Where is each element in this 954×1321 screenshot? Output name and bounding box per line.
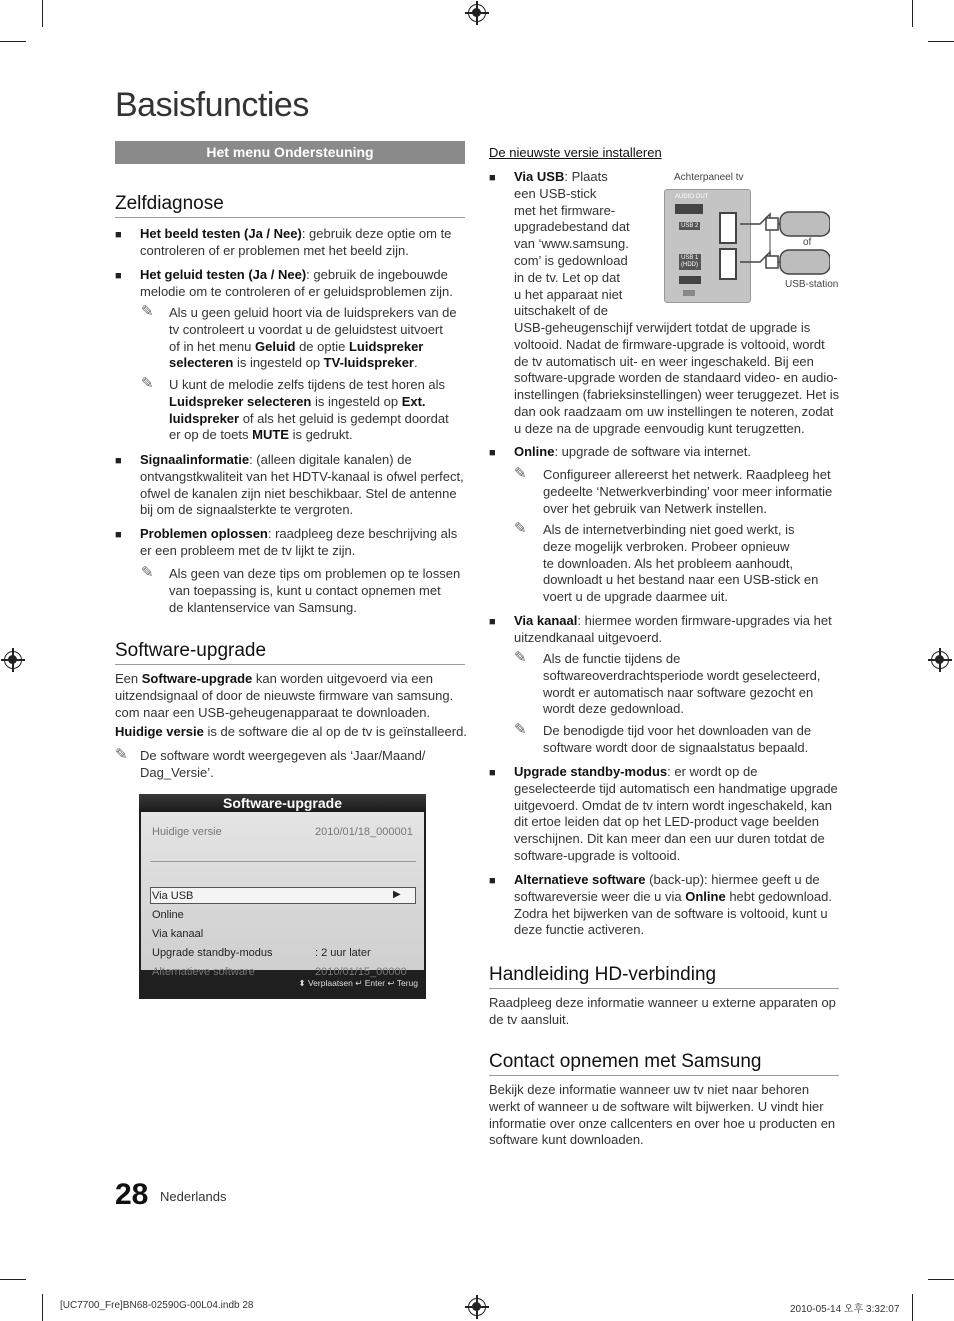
registration-mark-icon — [468, 4, 486, 22]
bullet-icon: ■ — [489, 172, 496, 184]
alternatieve-value: 2010/01/15_00000 — [315, 966, 407, 978]
usb-drive-label: USB-station — [785, 279, 839, 290]
note-icon: ✎ — [514, 649, 527, 666]
note-icon: ✎ — [115, 746, 128, 763]
registration-mark-icon — [468, 1298, 486, 1316]
current-version-label: Huidige versie — [152, 826, 222, 838]
menu-body — [141, 812, 424, 978]
crop-mark — [0, 1279, 26, 1280]
bullet-icon: ■ — [489, 767, 496, 779]
footer-file-info: [UC7700_Fre]BN68-02590G-00L04.indb 28 — [60, 1300, 254, 1311]
bullet-icon: ■ — [115, 529, 122, 541]
install-heading: De nieuwste versie installeren — [489, 145, 662, 160]
or-label: of — [803, 237, 812, 248]
menu-item-via-kanaal[interactable]: Via kanaal — [152, 928, 204, 940]
tv-rear-panel — [664, 189, 751, 303]
note-text: De software wordt weergegeven als ‘Jaar/Maand/ Dag_Versie’. — [140, 748, 426, 780]
port-label: AUDIO OUT — [675, 194, 709, 200]
chevron-right-icon: ▶ — [393, 889, 401, 900]
paragraph: Problemen oplossen: raadpleeg deze beschrijving als er een probleem met de tv lijkt te zijn. — [140, 526, 458, 558]
paragraph: Via USB: Plaats een USB-stick met het firmware- upgradebestand dat van ‘www.samsung. com’ is gedownload in de tv. Let op dat u het apparaat niet uitschakelt of de — [514, 169, 630, 319]
note-text: Als u geen geluid hoort via de luidsprekers van de tv controleert u voordat u de geluidstest uitvoert of in het menu Geluid de optie Luidspreker selecteren is ingesteld op TV-luidspreker. — [169, 305, 457, 371]
port-label: USB 1 (HDD) — [679, 254, 701, 270]
menu-item-via-usb[interactable]: Via USB — [152, 890, 194, 902]
paragraph: Signaalinformatie: (alleen digitale kanalen) de ontvangstkwaliteit van het HDTV-kanaal is ofwel perfect, ofwel de kanalen zijn niet beschikbaar. Stel de antenne bij om de signaalsterkte te vergroten. — [140, 452, 464, 518]
crop-mark — [928, 41, 954, 42]
note-icon: ✎ — [141, 564, 154, 581]
menu-footer-hints: ⬍ Verplaatsen ↵ Enter ↩ Terug — [298, 978, 418, 988]
contact-heading: Contact opnemen met Samsung — [489, 1051, 839, 1076]
note-icon: ✎ — [141, 375, 154, 392]
chapter-title: Basisfuncties — [115, 86, 309, 124]
rear-panel-label: Achterpaneel tv — [674, 172, 744, 183]
hd-heading: Handleiding HD-verbinding — [489, 964, 839, 989]
crop-mark — [928, 1279, 954, 1280]
paragraph: Het geluid testen (Ja / Nee): gebruik de ingebouwde melodie om te controleren of er geluidsproblemen zijn. — [140, 267, 453, 299]
port-label: USB 2 — [681, 223, 699, 229]
note-text: Als geen van deze tips om problemen op te lossen van toepassing is, kunt u contact opnemen met de klantenservice van Samsung. — [169, 566, 461, 615]
usb-cable-diagram — [740, 208, 830, 288]
bullet-icon: ■ — [115, 455, 122, 467]
crop-mark — [42, 0, 43, 27]
bullet-icon: ■ — [115, 270, 122, 282]
note-icon: ✎ — [514, 520, 527, 537]
crop-mark — [912, 0, 913, 27]
note-text: De benodigde tijd voor het downloaden van de software wordt door de signaalstatus bepaald. — [543, 723, 812, 755]
registration-mark-icon — [4, 651, 22, 669]
bullet-icon: ■ — [489, 447, 496, 459]
crop-mark — [42, 1294, 43, 1321]
footer-timestamp: 2010-05-14 오후 3:32:07 — [790, 1304, 900, 1315]
bullet-icon: ■ — [489, 616, 496, 628]
paragraph: USB-geheugenschijf verwijdert totdat de upgrade is voltooid. Nadat de firmware-upgrade is voltooid, wordt de tv automatisch uit- en weer ingeschakeld. Bij een software-upgrade worden de standaard video- en audio- instellingen (fabrieksinstellingen) weer teruggezet. Het is dan ook raadzaam om uw instellingen te noteren, zodat u deze na de upgrade eenvoudig kunt terugzetten. — [514, 320, 840, 436]
note-text: U kunt de melodie zelfs tijdens de test horen als Luidspreker selecteren is ingesteld op Ext. luidspreker of als het geluid is gedempt doordat er op de toets MUTE is gedrukt. — [169, 377, 449, 443]
menu-item-alternatieve-software[interactable]: Alternatieve software — [152, 966, 255, 978]
standby-value: : 2 uur later — [315, 947, 371, 959]
paragraph: Alternatieve software (back-up): hiermee geeft u de softwareversie weer die u via Online hebt gedownload. Zodra het bijwerken van de software is voltooid, kunt u deze functie activeren. — [514, 872, 832, 938]
section-bar: Het menu Ondersteuning — [115, 141, 465, 164]
paragraph: Upgrade standby-modus: er wordt op de geselecteerde tijd automatisch een handmatige upgrade uitgevoerd. Omdat de tv intern wordt ingeschakeld, kan dit ertoe leiden dat op het LED-product vage beelden verschijnen. Dit kan meer dan een uur duren totdat de software-upgrade is voltooid. — [514, 764, 838, 863]
paragraph: Het beeld testen (Ja / Nee): gebruik deze optie om te controleren of er problemen met het beeld zijn. — [140, 226, 452, 258]
note-text: Als de internetverbinding niet goed werkt, is deze mogelijk verbroken. Probeer opnieuw te downloaden. Als het probleem aanhoudt, downloadt u het bestand naar een USB-stick en voert u de upgrade daarmee uit. — [543, 522, 819, 605]
menu-item-standby[interactable]: Upgrade standby-modus — [152, 947, 273, 959]
current-version-value: 2010/01/18_000001 — [315, 826, 413, 838]
language-label: Nederlands — [160, 1189, 227, 1204]
note-text: Als de functie tijdens de softwareoverdrachtsperiode wordt geselecteerd, wordt er automatisch naar software gezocht en wordt deze gedownload. — [543, 651, 821, 717]
zelfdiagnose-heading: Zelfdiagnose — [115, 193, 465, 218]
paragraph: Online: upgrade de software via internet. — [514, 444, 752, 459]
page-number: 28 — [115, 1178, 149, 1211]
paragraph: Via kanaal: hiermee worden firmware-upgrades via het uitzendkanaal uitgevoerd. — [514, 613, 832, 645]
crop-mark — [0, 41, 26, 42]
paragraph: Een Software-upgrade kan worden uitgevoerd via een uitzendsignaal of door de nieuwste firmware van samsung. com naar een USB-geheugenapparaat te downloaden. — [115, 671, 454, 720]
paragraph: Raadpleeg deze informatie wanneer u externe apparaten op de tv aansluit. — [489, 995, 836, 1027]
crop-mark — [912, 1294, 913, 1321]
note-text: Configureer allereerst het netwerk. Raadpleeg het gedeelte ‘Netwerkverbinding’ voor meer informatie over het gebruik van Netwerk instellen. — [543, 467, 833, 516]
paragraph: Huidige versie is de software die al op de tv is geïnstalleerd. — [115, 724, 467, 739]
software-upgrade-heading: Software-upgrade — [115, 640, 465, 665]
registration-mark-icon — [931, 651, 949, 669]
note-icon: ✎ — [514, 465, 527, 482]
note-icon: ✎ — [141, 303, 154, 320]
note-icon: ✎ — [514, 721, 527, 738]
paragraph: Bekijk deze informatie wanneer uw tv niet naar behoren werkt of wanneer u de software wilt bijwerken. U vindt hier informatie over onze callcenters en over hoe u producten en software kunt downloaden. — [489, 1082, 836, 1148]
bullet-icon: ■ — [115, 229, 122, 241]
software-upgrade-menu — [139, 794, 426, 999]
menu-title: Software-upgrade — [139, 794, 426, 812]
menu-item-online[interactable]: Online — [152, 909, 184, 921]
bullet-icon: ■ — [489, 875, 496, 887]
